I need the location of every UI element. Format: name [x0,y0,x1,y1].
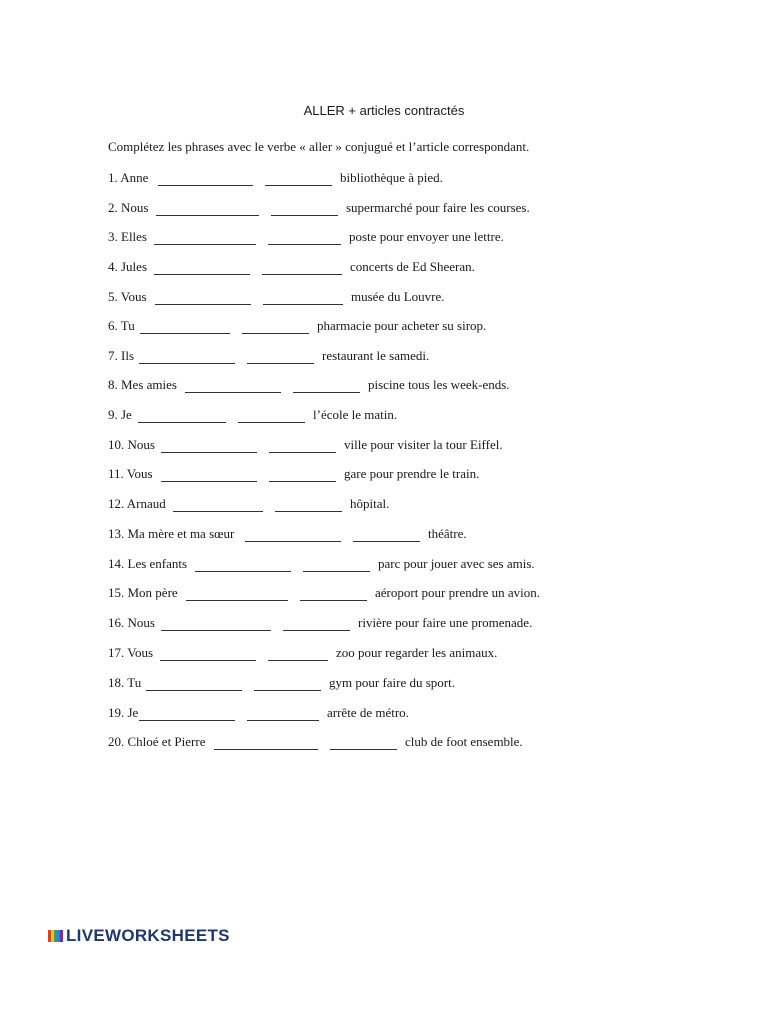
item-prefix: 18. Tu [108,675,142,690]
item-prefix: 10. Nous [108,437,155,452]
verb-blank[interactable] [214,735,318,750]
article-blank[interactable] [353,527,420,542]
item-prefix: 15. Mon père [108,585,178,600]
verb-blank[interactable] [138,408,226,423]
exercise-item-18 [108,673,455,691]
article-blank[interactable] [254,676,321,691]
exercise-item-15 [108,583,540,601]
verb-blank[interactable] [154,230,256,245]
item-suffix: parc pour jouer avec ses amis. [378,556,535,571]
exercise-item-3 [108,227,504,245]
exercise-item-7 [108,346,429,364]
exercise-item-17 [108,643,497,661]
item-suffix: hôpital. [350,496,390,511]
footer-logo [48,926,230,946]
item-prefix: 4. Jules [108,259,147,274]
item-suffix: poste pour envoyer une lettre. [349,229,504,244]
item-prefix: 14. Les enfants [108,556,188,571]
item-suffix: ville pour visiter la tour Eiffel. [344,437,503,452]
instructions: Complétez les phrases avec le verbe « aller » conjugué et l’article correspondant. [108,139,530,154]
item-prefix: 11. Vous [108,466,153,481]
item-prefix: 17. Vous [108,645,154,660]
verb-blank[interactable] [161,467,257,482]
item-suffix: club de foot ensemble. [405,734,523,749]
item-suffix: pharmacie pour acheter su sirop. [317,318,487,333]
article-blank[interactable] [247,706,319,721]
item-prefix: 19. Je [108,705,139,720]
verb-blank[interactable] [186,586,288,601]
verb-blank[interactable] [155,290,251,305]
liveworksheets-logo-icon [48,928,64,944]
item-prefix: 20. Chloé et Pierre [108,734,206,749]
item-prefix: 9. Je [108,407,132,422]
item-suffix: rivière pour faire une promenade. [358,615,533,630]
article-blank[interactable] [271,201,338,216]
item-suffix: bibliothèque à pied. [340,170,443,185]
article-blank[interactable] [242,319,309,334]
article-blank[interactable] [268,230,341,245]
article-blank[interactable] [263,290,343,305]
exercise-item-8 [108,375,510,393]
article-blank[interactable] [303,557,370,572]
verb-blank[interactable] [161,616,271,631]
item-suffix: zoo pour regarder les animaux. [336,645,498,660]
article-blank[interactable] [330,735,397,750]
exercise-item-10 [108,435,503,453]
article-blank[interactable] [283,616,350,631]
exercise-item-1 [108,168,443,186]
item-suffix: l’école le matin. [313,407,398,422]
item-prefix: 12. Arnaud [108,496,166,511]
item-prefix: 13. Ma mère et ma sœur [108,526,235,541]
item-prefix: 8. Mes amies [108,377,177,392]
exercise-item-16 [108,613,532,631]
item-suffix: restaurant le samedi. [322,348,430,363]
exercise-item-9 [108,405,397,423]
item-prefix: 2. Nous [108,200,149,215]
verb-blank[interactable] [154,260,250,275]
item-prefix: 1. Anne [108,170,149,185]
exercise-item-2 [108,198,530,216]
verb-blank[interactable] [161,438,257,453]
article-blank[interactable] [275,497,342,512]
article-blank[interactable] [269,438,336,453]
item-prefix: 16. Nous [108,615,155,630]
exercise-item-5 [108,287,445,305]
item-prefix: 5. Vous [108,289,147,304]
verb-blank[interactable] [160,646,256,661]
page-title: ALLER + articles contractés [303,103,465,118]
exercise-item-6 [108,316,486,334]
article-blank[interactable] [268,646,328,661]
exercise-item-12 [108,494,389,512]
exercise-item-11 [108,464,479,482]
verb-blank[interactable] [146,676,242,691]
exercise-item-14 [108,554,535,572]
article-blank[interactable] [247,349,314,364]
item-suffix: musée du Louvre. [351,289,445,304]
verb-blank[interactable] [140,319,230,334]
item-suffix: aéroport pour prendre un avion. [375,585,540,600]
item-prefix: 6. Tu [108,318,135,333]
item-suffix: théâtre. [428,526,467,541]
exercise-item-20 [108,732,523,750]
verb-blank[interactable] [139,706,235,721]
item-suffix: concerts de Ed Sheeran. [350,259,475,274]
verb-blank[interactable] [158,171,253,186]
verb-blank[interactable] [195,557,291,572]
item-suffix: arrête de métro. [327,705,409,720]
article-blank[interactable] [293,378,360,393]
article-blank[interactable] [269,467,336,482]
article-blank[interactable] [238,408,305,423]
verb-blank[interactable] [245,527,341,542]
exercise-item-4 [108,257,475,275]
item-prefix: 3. Elles [108,229,147,244]
verb-blank[interactable] [156,201,259,216]
item-prefix: 7. Ils [108,348,134,363]
article-blank[interactable] [300,586,367,601]
item-suffix: gym pour faire du sport. [329,675,456,690]
article-blank[interactable] [265,171,332,186]
exercise-item-13 [108,524,467,542]
item-suffix: supermarché pour faire les courses. [346,200,530,215]
verb-blank[interactable] [139,349,235,364]
item-suffix: gare pour prendre le train. [344,466,480,481]
article-blank[interactable] [262,260,342,275]
verb-blank[interactable] [185,378,281,393]
logo-text: LIVEWORKSHEETS [66,926,230,945]
item-suffix: piscine tous les week-ends. [368,377,510,392]
verb-blank[interactable] [173,497,263,512]
exercise-item-19 [108,703,409,721]
